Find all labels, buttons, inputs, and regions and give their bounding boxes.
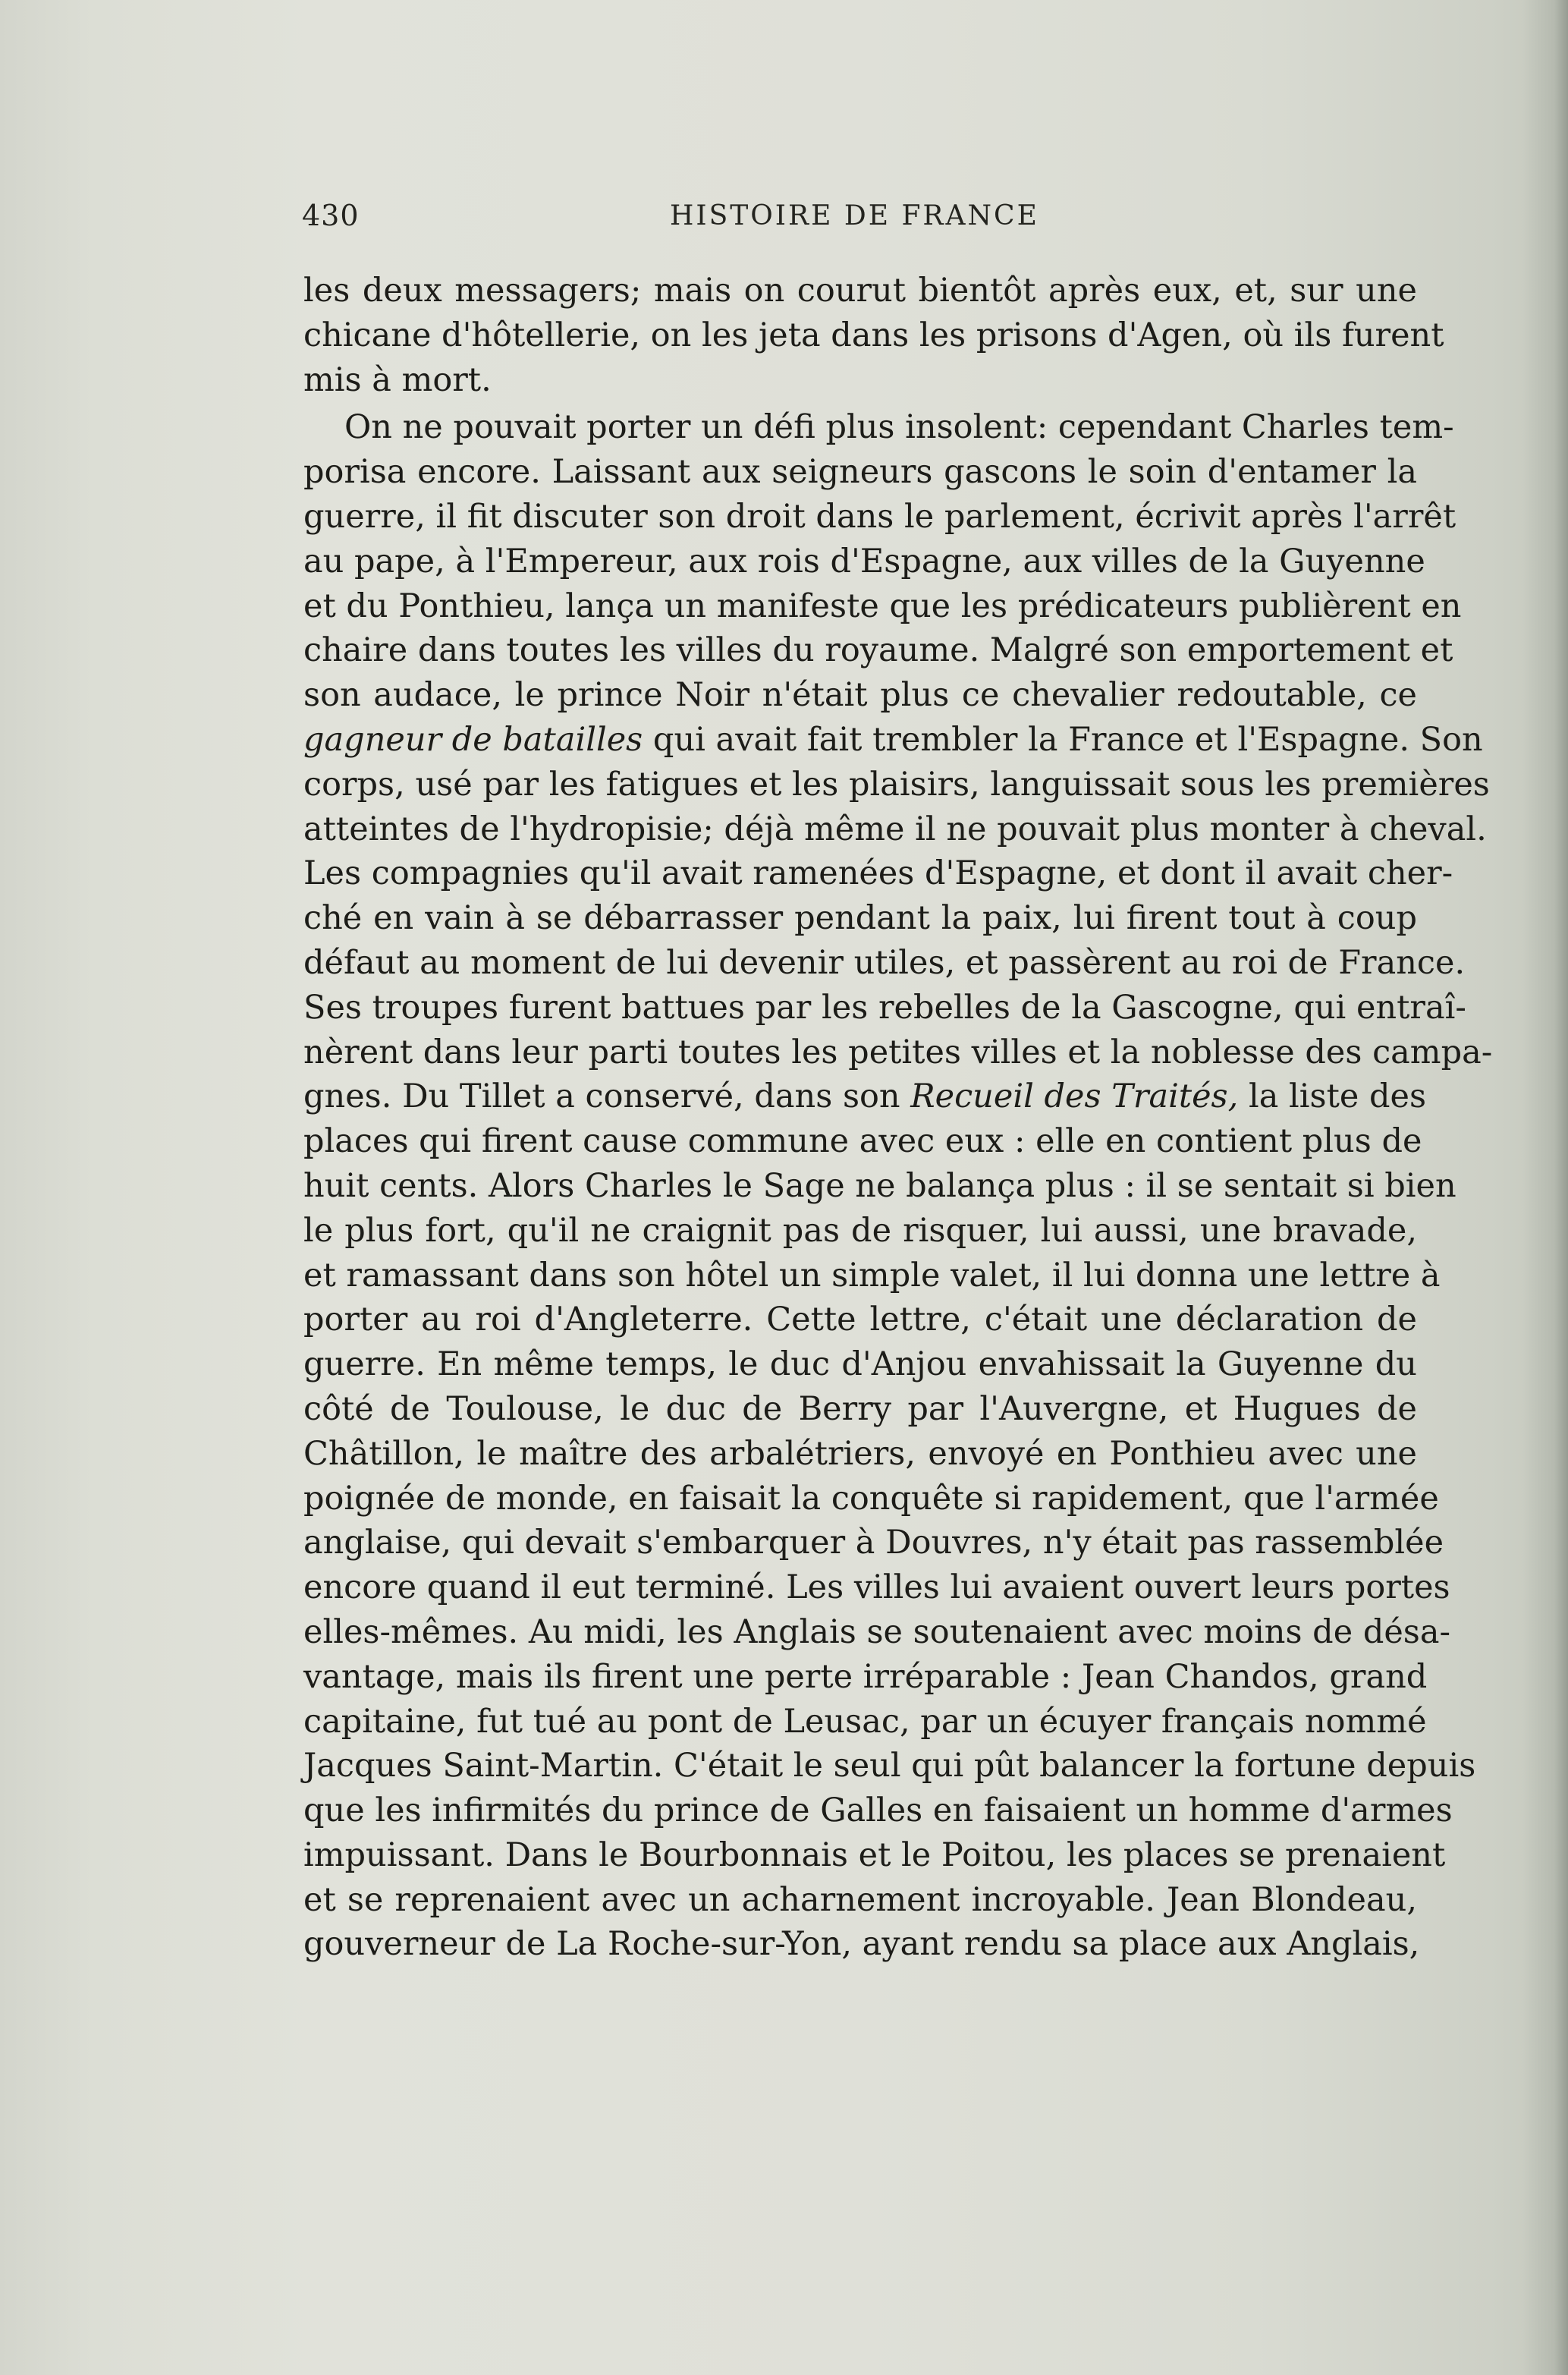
text-line: côté de Toulouse, le duc de Berry par l'Auvergne, et Hugues de [303, 1389, 1417, 1428]
text-line: les deux messagers; mais on courut bientôt après eux, et, sur une [303, 272, 1417, 310]
text-line: gagneur de batailles qui avait fait trembler la France et l'Espagne. Son [303, 720, 1483, 759]
text-line: poignée de monde, en faisait la conquête si rapidement, que l'armée [303, 1479, 1439, 1518]
running-title: HISTOIRE DE FRANCE [670, 200, 1039, 231]
text-line: guerre, il fit discuter son droit dans le parlement, écrivit après l'arrêt [303, 497, 1456, 536]
body-text [303, 269, 1493, 1967]
text-line: ché en vain à se débarrasser pendant la paix, lui firent tout à coup [303, 899, 1417, 938]
text-line: capitaine, fut tué au pont de Leusac, par un écuyer français nommé [303, 1702, 1427, 1741]
text-line: que les infirmités du prince de Galles en faisaient un homme d'armes [303, 1791, 1453, 1830]
text-line: atteintes de l'hydropisie; déjà même il ne pouvait plus monter à cheval. [303, 810, 1487, 848]
text-line: Jacques Saint-Martin. C'était le seul qui pût balancer la fortune depuis [303, 1747, 1476, 1785]
text-line: gouverneur de La Roche-sur-Yon, ayant rendu sa place aux Anglais, [303, 1925, 1420, 1964]
text-line: chaire dans toutes les villes du royaume. Malgré son emportement et [303, 631, 1453, 670]
text-line: porisa encore. Laissant aux seigneurs gascons le soin d'entamer la [303, 453, 1417, 492]
paragraph [303, 405, 1493, 1967]
text-line: guerre. En même temps, le duc d'Anjou envahissait la Guyenne du [303, 1345, 1417, 1384]
text-line: le plus fort, qu'il ne craignit pas de risquer, lui aussi, une bravade, [303, 1211, 1417, 1250]
text-line: corps, usé par les fatigues et les plaisirs, languissait sous les premières [303, 765, 1490, 804]
text-line: mis à mort. [303, 360, 492, 399]
text-line: et du Ponthieu, lança un manifeste que les prédicateurs publièrent en [303, 587, 1462, 625]
text-line: défaut au moment de lui devenir utiles, et passèrent au roi de France. [303, 943, 1466, 982]
text-line: anglaise, qui devait s'embarquer à Douvres, n'y était pas rassemblée [303, 1524, 1444, 1562]
italic-phrase: gagneur de batailles [303, 720, 643, 759]
text-line: et ramassant dans son hôtel un simple valet, il lui donna une lettre à [303, 1256, 1441, 1294]
text-line: son audace, le prince Noir n'était plus ce chevalier redoutable, ce [303, 676, 1417, 715]
italic-phrase: Recueil des Traités, [910, 1077, 1239, 1116]
running-header [302, 199, 1420, 244]
text-line: On ne pouvait porter un défi plus insolent: cependant Charles tem- [344, 408, 1454, 447]
text-line: Ses troupes furent battues par les rebelles de la Gascogne, qui entraî- [303, 988, 1466, 1027]
paragraph [303, 269, 1444, 402]
text-line: places qui firent cause commune avec eux : elle en contient plus de [303, 1122, 1422, 1161]
text-line: nèrent dans leur parti toutes les petites villes et la noblesse des campa- [303, 1033, 1493, 1071]
text-line: et se reprenaient avec un acharnement incroyable. Jean Blondeau, [303, 1880, 1417, 1919]
text-line: encore quand il eut terminé. Les villes lui avaient ouvert leurs portes [303, 1568, 1450, 1607]
text-line: gnes. Du Tillet a conservé, dans son Recueil des Traités, la liste des [303, 1077, 1427, 1116]
text-line: Châtillon, le maître des arbalétriers, envoyé en Ponthieu avec une [303, 1434, 1417, 1473]
text-line: Les compagnies qu'il avait ramenées d'Espagne, et dont il avait cher- [303, 854, 1453, 893]
page-edge-shadow [1522, 0, 1568, 2375]
text-line: porter au roi d'Angleterre. Cette lettre, c'était une déclaration de [303, 1301, 1417, 1339]
text-line: vantage, mais ils firent une perte irréparable : Jean Chandos, grand [303, 1657, 1428, 1696]
text-line: au pape, à l'Empereur, aux rois d'Espagne, aux villes de la Guyenne [303, 542, 1425, 580]
text-line: impuissant. Dans le Bourbonnais et le Poitou, les places se prenaient [303, 1836, 1446, 1874]
page-number: 430 [302, 199, 360, 232]
text-line: chicane d'hôtellerie, on les jeta dans les prisons d'Agen, où ils furent [303, 316, 1444, 354]
text-line: huit cents. Alors Charles le Sage ne balança plus : il se sentait si bien [303, 1166, 1456, 1205]
text-line: elles-mêmes. Au midi, les Anglais se soutenaient avec moins de désa- [303, 1612, 1451, 1651]
